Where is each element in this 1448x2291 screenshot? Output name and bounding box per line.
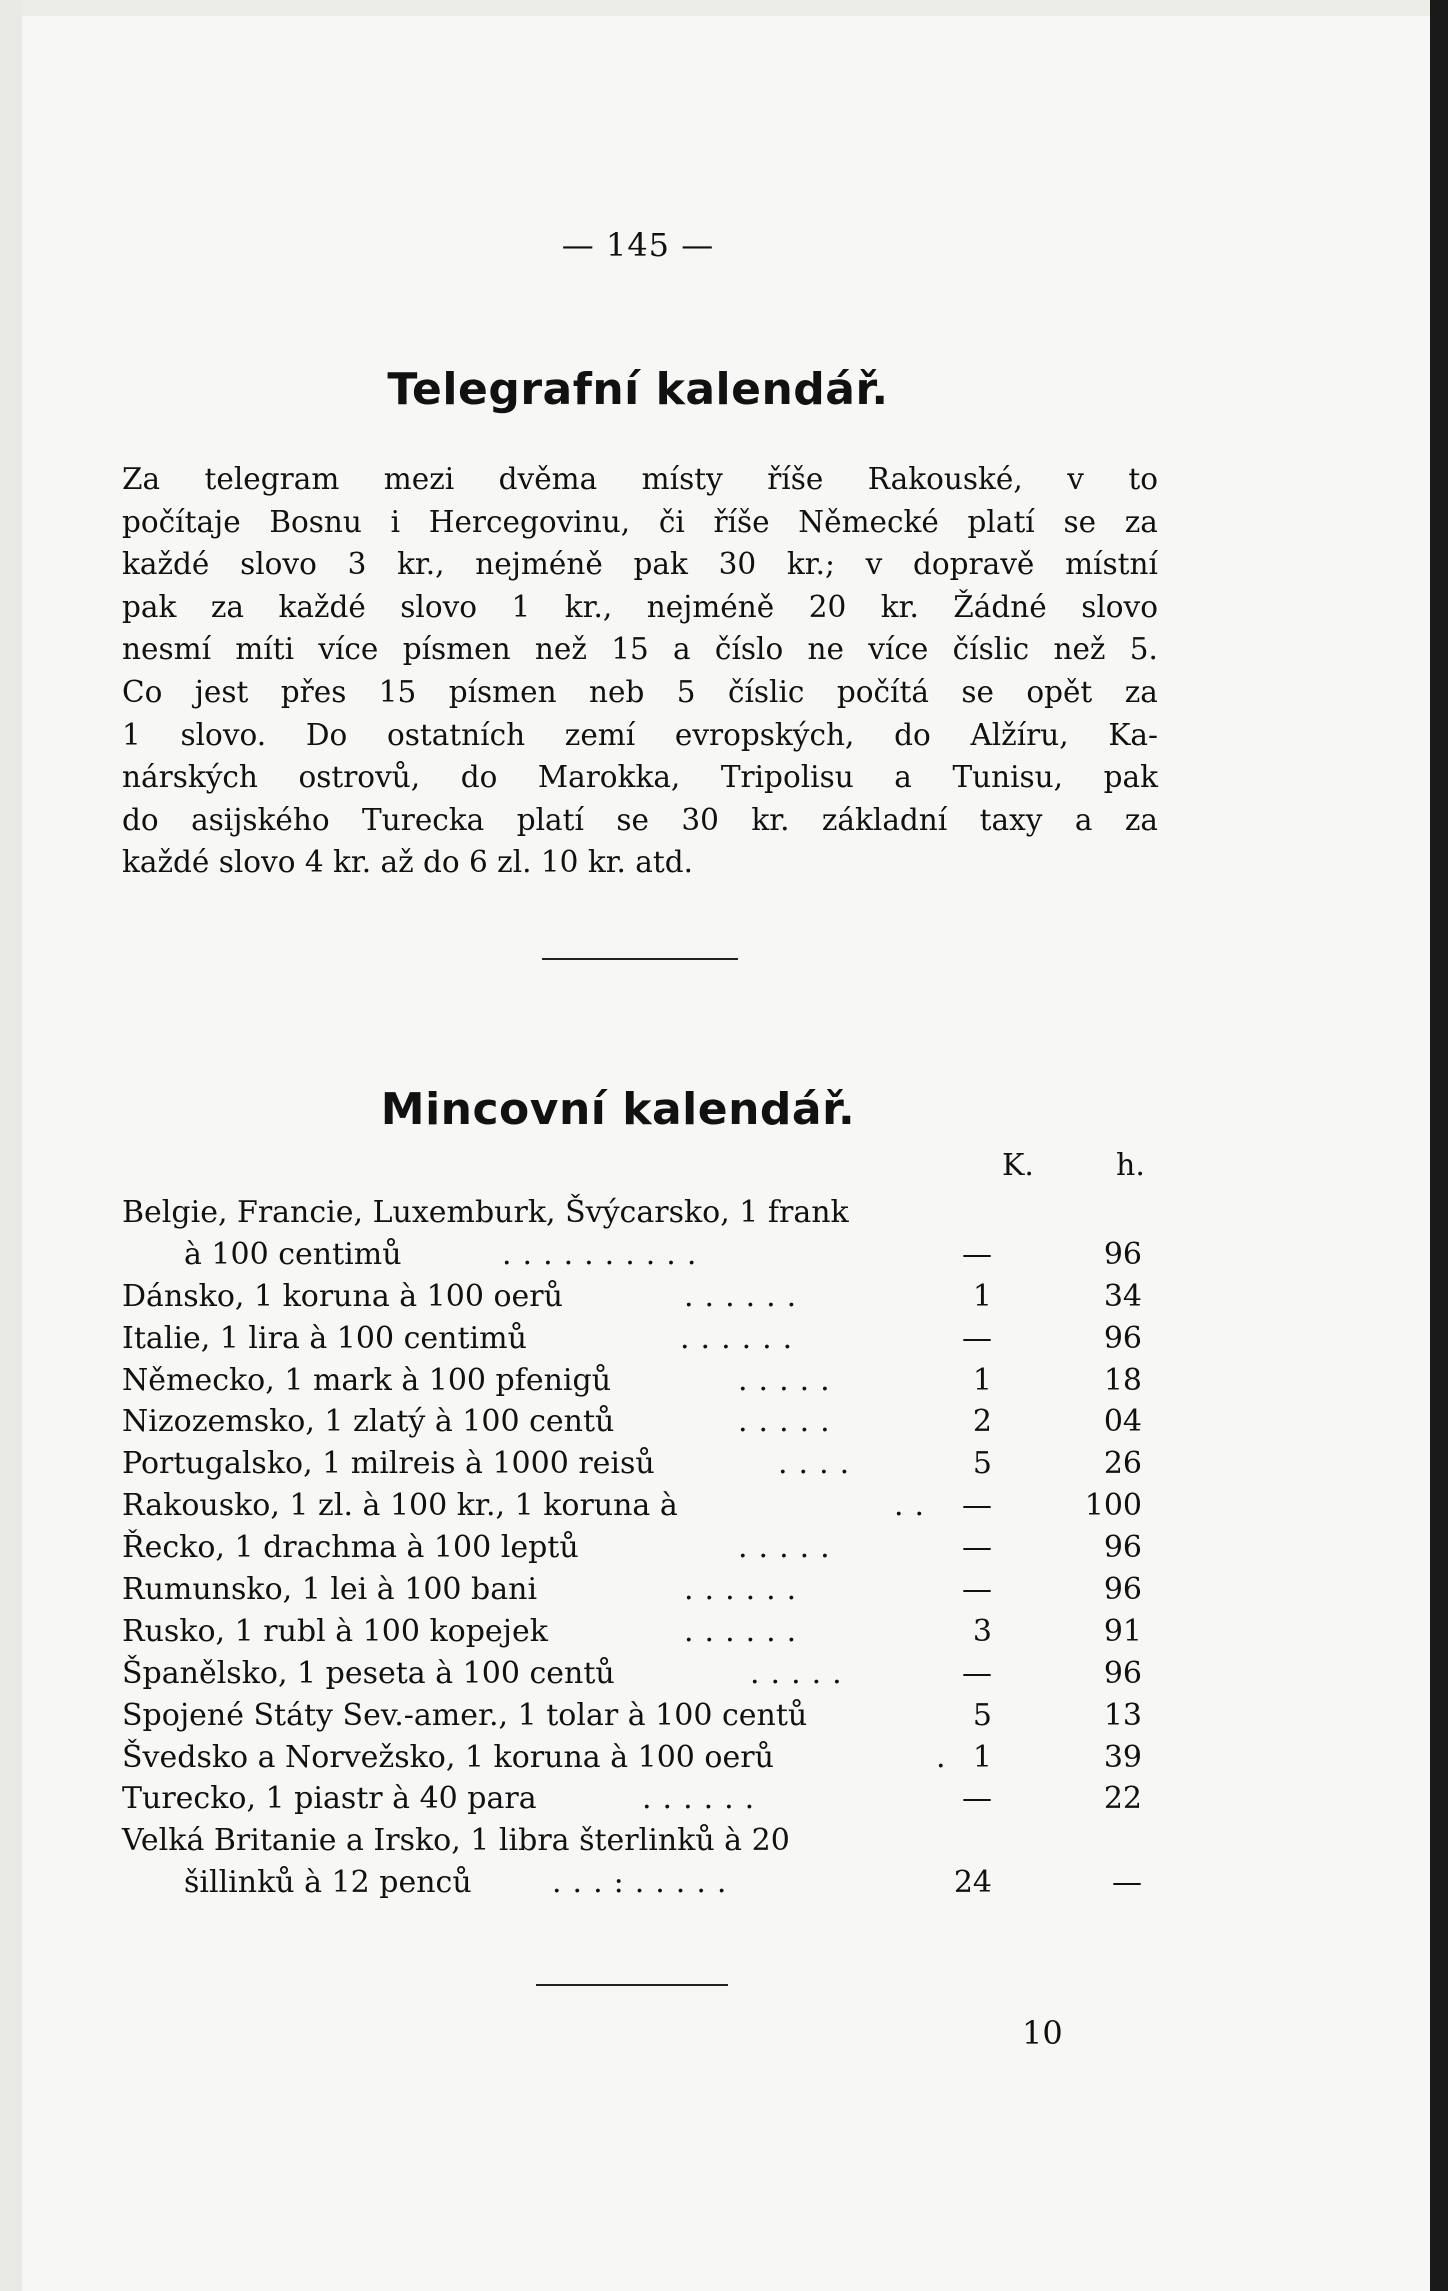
currency-label: à 100 centimů [184,1236,402,1272]
value-halere: 96 [1103,1655,1142,1691]
word: kr., [397,547,445,582]
word: do [894,717,931,752]
leader-dots: .... [778,1446,861,1482]
word: asijského [191,802,330,837]
word: místy [641,462,723,496]
scan-edge-left [0,0,22,2291]
currency-label: Řecko, 1 drachma à 100 leptů [122,1530,579,1566]
word: 15 [611,632,649,667]
word: každé [278,589,366,624]
word: číslic [727,674,805,709]
table-row [118,1318,1158,1360]
value-koruny: 1 [972,1739,992,1775]
word: se [961,674,994,709]
value-halere: 34 [1103,1278,1142,1314]
paragraph-line [122,543,1158,586]
word: v [1067,462,1084,496]
word: mezi [383,462,455,496]
word: i [390,504,401,539]
table-row [118,1737,1158,1779]
word: říše [713,504,770,539]
currency-label: Portugalsko, 1 milreis à 1000 reisů [122,1446,655,1482]
value-koruny: 5 [972,1446,992,1482]
currency-label: Italie, 1 lira à 100 centimů [122,1320,527,1356]
telegraf-paragraph [122,458,1158,884]
word: Marokka, [537,760,681,795]
word: každé [122,547,210,582]
mincovni-title: Mincovní kalendář. [380,1084,856,1135]
word: do [122,802,159,837]
currency-table [118,1192,1158,1904]
leader-dots: .......... [502,1236,708,1272]
word: se [616,802,649,837]
word: v [865,547,883,582]
word: ostrovů, [298,760,421,795]
signature-mark: 10 [1022,2014,1063,2052]
word: ne [807,632,844,667]
currency-label: Španělsko, 1 peseta à 100 centů [122,1655,615,1691]
word: a [1074,802,1093,837]
table-row [118,1569,1158,1611]
paragraph-line [122,756,1158,799]
leader-dots: ...:..... [552,1865,738,1901]
value-halere: 96 [1103,1320,1142,1356]
word: Ka- [1108,717,1158,752]
telegraf-title: Telegrafní kalendář. [387,364,889,415]
bottom-divider [536,1984,728,1986]
word: kr. [751,802,790,837]
column-header-k: K. [1002,1148,1034,1183]
table-row [118,1443,1158,1485]
paragraph-line [122,799,1158,842]
table-row [118,1360,1158,1402]
currency-label: Švedsko a Norvežsko, 1 koruna à 100 oerů [122,1739,774,1775]
word: jest [194,674,249,709]
word: číslic [952,632,1030,667]
word: to [1128,462,1158,496]
word: Za [122,462,161,496]
value-koruny: — [962,1530,992,1566]
word: kr. [880,589,919,624]
value-koruny: — [962,1488,992,1524]
leader-dots: ..... [738,1404,841,1440]
scan-edge-right [1430,0,1448,2291]
word: Rakouské, [867,462,1023,496]
currency-label: Nizozemsko, 1 zlatý à 100 centů [122,1404,615,1440]
currency-label: Velká Britanie a Irsko, 1 libra šterlinků à 20 [122,1823,790,1859]
word: více [868,632,929,667]
value-halere: 18 [1103,1362,1142,1398]
word: nárských [122,760,258,795]
leader-dots: ..... [738,1362,841,1398]
column-header-h: h. [1116,1148,1145,1183]
leader-dots: ...... [684,1278,808,1314]
word: Turecka [362,802,485,837]
value-halere: 96 [1103,1236,1142,1272]
word: Hercegovinu, [428,504,631,539]
word: říše [767,462,824,496]
word: či [658,504,685,539]
value-koruny: — [962,1320,992,1356]
word: přes [280,674,347,709]
word: Německé [798,504,939,539]
leader-dots: ...... [684,1572,808,1608]
word: číslo [714,632,784,667]
page-number: — 145 — [561,226,715,264]
word: nesmí [122,632,212,667]
table-row [118,1527,1158,1569]
word: 15 [378,674,417,709]
table-row [118,1611,1158,1653]
word: zemí [564,717,636,752]
word: neb [589,674,645,709]
word: 30 [681,802,719,837]
value-halere: 100 [1084,1488,1142,1524]
value-halere: 26 [1103,1446,1142,1482]
value-koruny: — [962,1236,992,1272]
table-row [118,1862,1158,1904]
value-halere: 13 [1103,1697,1142,1733]
word: platí [967,504,1035,539]
leader-dots: ..... [750,1655,853,1691]
word: pak [122,589,177,624]
word: za [1124,802,1158,837]
value-koruny: 24 [953,1865,992,1901]
leader-dots: . [936,1739,957,1775]
word: než [534,632,587,667]
value-halere: 96 [1103,1572,1142,1608]
value-koruny: 1 [972,1362,992,1398]
word: slovo [240,547,317,582]
word: Tripolisu [720,760,854,795]
leader-dots: ...... [684,1613,808,1649]
value-koruny: 5 [972,1697,992,1733]
currency-label: Německo, 1 mark à 100 pfenigů [122,1362,612,1398]
paragraph-line [122,714,1158,757]
paragraph-line [122,458,1158,501]
word: nejméně [646,589,775,624]
word: 30 [718,547,757,582]
word: písmen [402,632,511,667]
word: Tunisu, [952,760,1064,795]
currency-label: Spojené Státy Sev.-amer., 1 tolar à 100 centů [122,1697,808,1733]
paragraph-line [122,671,1158,714]
value-koruny: — [962,1655,992,1691]
word: do [460,760,498,795]
word: za [1124,504,1158,539]
word: než [1053,632,1106,667]
leader-dots: ...... [680,1320,804,1356]
word: Alžíru, [970,717,1069,752]
word: počítá [836,674,929,709]
table-row [118,1695,1158,1737]
value-koruny: 2 [972,1404,992,1440]
word: opět [1026,674,1093,709]
word: telegram [204,462,340,496]
value-koruny: — [962,1572,992,1608]
leader-dots: ...... [642,1781,766,1817]
word: Do [305,717,348,752]
table-row [118,1778,1158,1820]
value-koruny: 1 [972,1278,992,1314]
section-divider [542,958,738,960]
value-halere: 22 [1103,1781,1142,1817]
word: kr., [564,589,613,624]
leader-dots: .. [894,1488,936,1524]
value-koruny: 3 [972,1613,992,1649]
currency-label: Turecko, 1 piastr à 40 para [122,1781,537,1817]
word: základní [821,802,948,837]
currency-label: Rakousko, 1 zl. à 100 kr., 1 koruna à [122,1488,678,1524]
value-halere: — [1112,1865,1142,1901]
word: slovo. [180,717,267,752]
word: Co [122,674,163,709]
word: písmen [448,674,557,709]
word: 20 [808,589,847,624]
value-halere: 96 [1103,1530,1142,1566]
currency-label: Belgie, Francie, Luxemburk, Švýcarsko, 1 frank [122,1195,849,1230]
word: 5. [1129,632,1158,667]
currency-label: Rusko, 1 rubl à 100 kopejek [122,1613,548,1649]
word: počítaje [122,504,241,539]
book-page [118,0,1158,2291]
currency-label: Dánsko, 1 koruna à 100 oerů [122,1278,563,1314]
value-koruny: — [962,1781,992,1817]
table-row [118,1401,1158,1443]
currency-label: Rumunsko, 1 lei à 100 bani [122,1572,538,1608]
paragraph-line [122,501,1158,544]
table-row [118,1192,1158,1234]
word: Žádné [953,589,1047,624]
word: pak [1103,760,1158,795]
value-halere: 04 [1103,1404,1142,1440]
word: a [673,632,691,667]
word: za [210,589,244,624]
word: za [1124,674,1158,709]
table-row [118,1276,1158,1318]
paragraph-line [122,586,1158,629]
word: taxy [979,802,1043,837]
word: více [318,632,379,667]
word: ostatních [386,717,526,752]
word: slovo [400,589,478,624]
paragraph-line: každé slovo 4 kr. až do 6 zl. 10 kr. atd. [122,845,694,880]
word: a [894,760,912,795]
table-row [118,1820,1158,1862]
word: místní [1065,547,1158,582]
word: 1 [511,589,531,624]
word: platí [516,802,584,837]
table-row [118,1485,1158,1527]
word: 1 [122,717,141,752]
word: nejméně [475,547,603,582]
word: míti [235,632,295,667]
value-halere: 39 [1103,1739,1142,1775]
value-halere: 91 [1103,1613,1142,1649]
word: pak [633,547,688,582]
table-row [118,1653,1158,1695]
word: dvěma [498,462,598,496]
word: 3 [347,547,367,582]
currency-label: šillinků à 12 penců [184,1865,472,1901]
word: evropských, [674,717,855,752]
word: se [1063,504,1097,539]
word: 5 [676,674,696,709]
word: kr.; [786,547,835,582]
word: slovo [1081,589,1158,624]
word: dopravě [913,547,1035,582]
leader-dots: ..... [738,1530,841,1566]
table-row [118,1234,1158,1276]
word: Bosnu [269,504,362,539]
paragraph-line [122,628,1158,671]
